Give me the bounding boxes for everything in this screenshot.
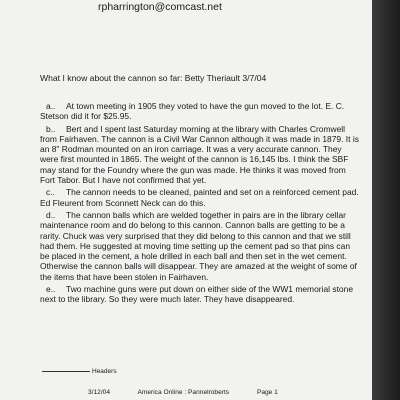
document-heading: What I know about the cannon so far: Betty Theriault 3/7/04 <box>40 73 267 83</box>
paragraph-b <box>40 124 360 186</box>
footer-date: 3/12/04 <box>88 389 110 396</box>
paragraph-text: The cannon balls which are welded together in pairs are in the library cellar maintenance room and do belong to this cannon. Cannon balls are getting to be a rarity. Chuck was very surprised that they did belong to this cannon and that we still had them. He suggested at moving time setting up the cement pad so that pins can be placed in the cement, a hole drilled in each ball and then set in the wet cement. Otherwise the cannon balls will disappear. They are amazed at the weight of some of the items that have been stolen in Fairhaven. <box>40 209 357 282</box>
divider-rule <box>42 371 90 372</box>
paragraph-d <box>40 210 360 282</box>
paragraph-a <box>40 101 360 122</box>
paragraph-c <box>40 187 360 208</box>
headers-label: Headers <box>92 368 117 375</box>
paragraph-label: b.. <box>46 123 56 134</box>
sender-email: rpharrington@comcast.net <box>98 1 222 13</box>
document-body <box>40 101 360 307</box>
paragraph-label: c.. <box>46 187 55 198</box>
paragraph-label: a.. <box>46 101 56 111</box>
print-footer <box>88 389 304 396</box>
footer-page: Page 1 <box>256 389 278 396</box>
paragraph-label: d.. <box>46 209 56 220</box>
headers-divider <box>40 368 117 375</box>
paragraph-text: The cannon needs to be cleaned, painted and set on a reinforced cement pad. Ed Fleurent from Sconnett Neck can do this. <box>40 187 359 208</box>
paragraph-text: At town meeting in 1905 they voted to have the gun moved to the lot. E. C. Stetson did it for $25.95. <box>40 101 345 122</box>
footer-source: America Online : Pannelroberts <box>137 389 230 396</box>
paragraph-label: e.. <box>46 284 56 295</box>
paragraph-text: Bert and I spent last Saturday morning at the library with Charles Cromwell from Fairhaven. The cannon is a Civil War Cannon although it was made in 1879. It is an 8" Rodman mounted on an iron carriage. It was a very accurate cannon. They were first mounted in 1865. The weight of the cannon is 16,145 lbs. I think the SBF may stand for the Foundry where the gun was made. He thinks it was moved from Fort Tabor. But I have not confirmed that yet. <box>40 123 359 186</box>
paragraph-text: Two machine guns were put down on either side of the WW1 memorial stone next to the library. So they were much later. They have disappeared. <box>40 284 354 305</box>
page-edge-shadow <box>372 0 400 400</box>
paragraph-e <box>40 284 360 305</box>
